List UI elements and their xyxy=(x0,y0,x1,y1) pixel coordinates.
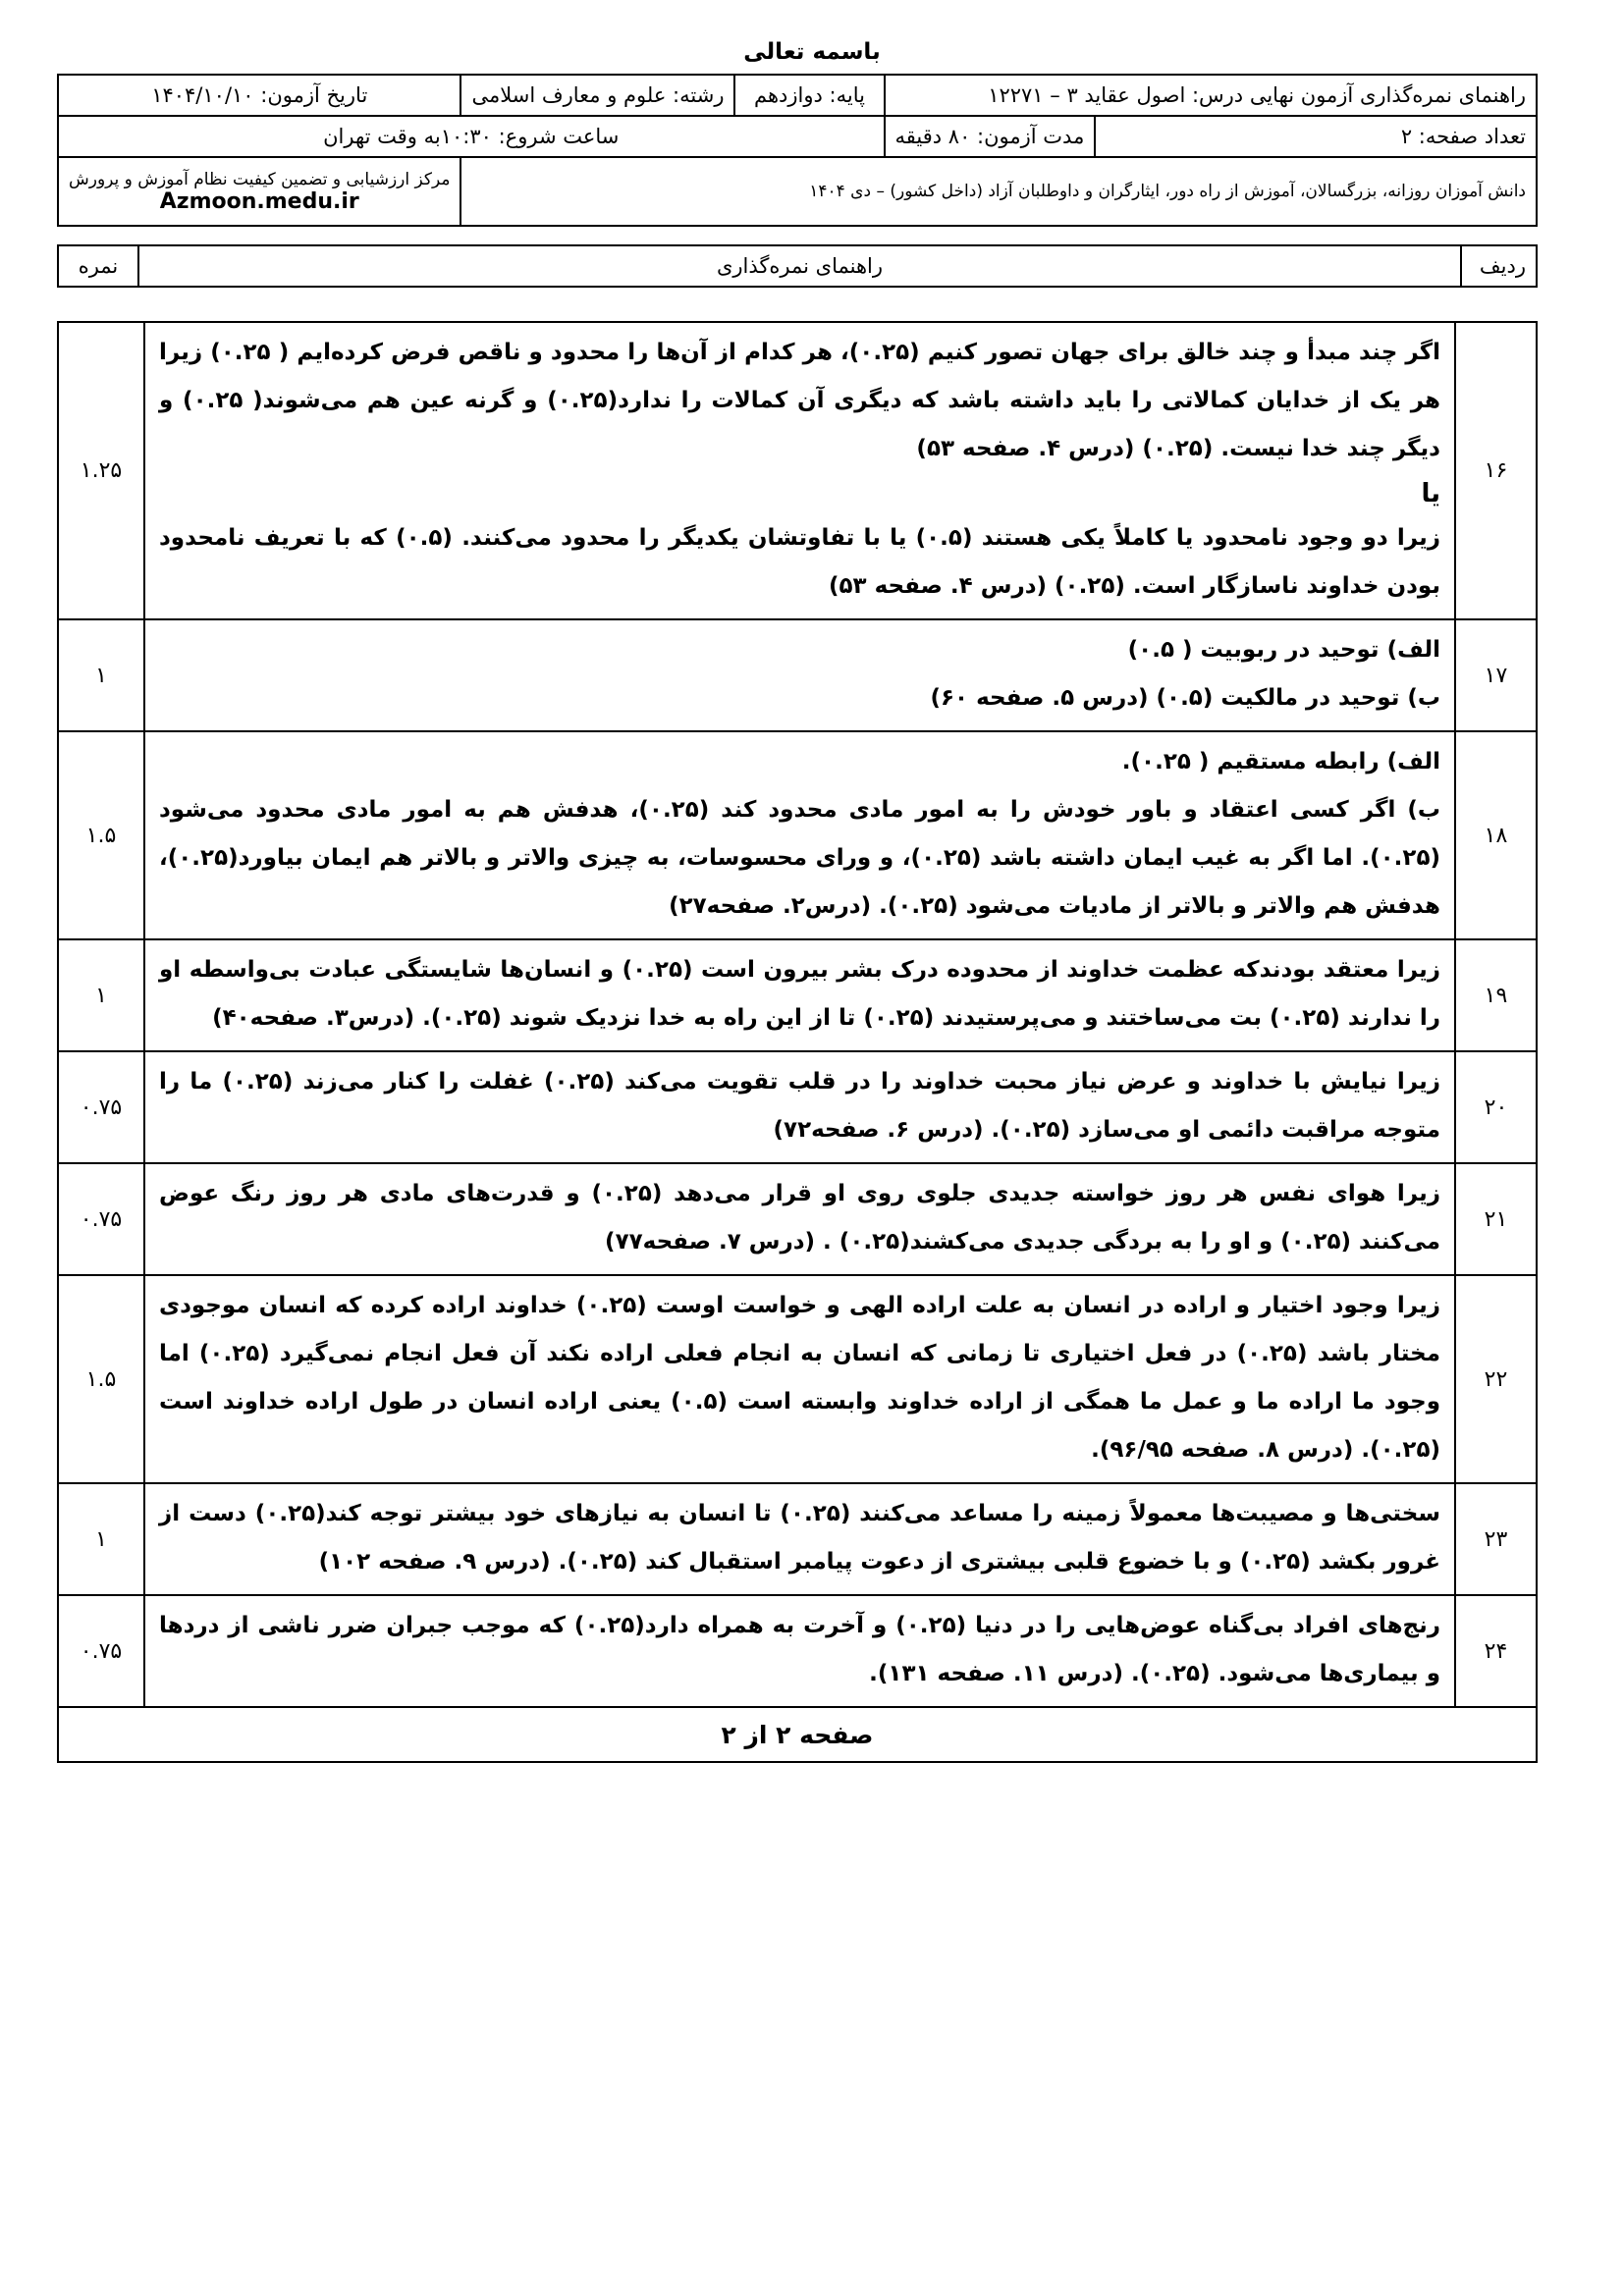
center-name: مرکز ارزشیابی و تضمین کیفیت نظام آموزش و پرورش xyxy=(69,169,451,189)
row-number: ۲۱ xyxy=(1455,1163,1537,1275)
field-label: رشته: علوم و معارف اسلامی xyxy=(460,75,734,116)
answer-line: الف) رابطه مستقیم ( ۰.۲۵). xyxy=(1121,749,1440,774)
row-number: ۲۰ xyxy=(1455,1051,1537,1163)
row-score: ۱.۵ xyxy=(58,1275,144,1483)
answers-table xyxy=(57,321,1538,1763)
row-score: ۰.۷۵ xyxy=(58,1163,144,1275)
row-number: ۲۴ xyxy=(1455,1595,1537,1707)
exam-date: تاریخ آزمون: ۱۴۰۴/۱۰/۱۰ xyxy=(58,75,460,116)
start-time: ساعت شروع: ۱۰:۳۰به وقت تهران xyxy=(58,116,885,157)
answer-text: سختی‌ها و مصیبت‌ها معمولاً زمینه را مساعد می‌کنند (۰.۲۵) تا انسان به نیازهای خود بیشتر توجه کند(۰.۲۵) دست از غرور بکشد (۰.۲۵) و با خضوع قلبی بیشتری از دعوت پیامبر استقبال کند (۰.۲۵). (درس ۹. صفحه ۱۰۲) xyxy=(144,1483,1455,1595)
column-header-table xyxy=(57,244,1538,288)
row-number: ۱۶ xyxy=(1455,322,1537,619)
website-link[interactable]: Azmoon.medu.ir xyxy=(159,188,359,214)
row-score: ۱.۲۵ xyxy=(58,322,144,619)
answer-line: الف) توحید در ربوبیت ( ۰.۵) xyxy=(1127,637,1440,663)
row-number: ۱۷ xyxy=(1455,619,1537,731)
row-score: ۱.۵ xyxy=(58,731,144,939)
row-score: ۰.۷۵ xyxy=(58,1595,144,1707)
row-score: ۱ xyxy=(58,1483,144,1595)
answer-text: زیرا هوای نفس هر روز خواسته جدیدی جلوی روی او قرار می‌دهد (۰.۲۵) و قدرت‌های مادی هر روز رنگ عوض می‌کنند (۰.۲۵) و او را به بردگی جدیدی می‌کشند(۰.۲۵) . (درس ۷. صفحه۷۷) xyxy=(144,1163,1455,1275)
guide-title: راهنمای نمره‌گذاری آزمون نهایی درس: اصول عقاید ۳ – ۱۲۲۷۱ xyxy=(885,75,1538,116)
answer-line: ب) اگر کسی اعتقاد و باور خودش را به امور مادی محدود کند (۰.۲۵)، هدفش هم به امور مادی محدود می‌شود (۰.۲۵). اما اگر به غیب ایمان داشته باشد (۰.۲۵)، و ورای محسوسات، به چیزی والاتر و بالاتر هم ایمان بیاورد(۰.۲۵)، هدفش هم والاتر و بالاتر از مادیات می‌شود (۰.۲۵). (درس۲. صفحه۲۷) xyxy=(159,797,1440,919)
or-label: یا xyxy=(1421,479,1440,508)
row-number: ۲۳ xyxy=(1455,1483,1537,1595)
answer-part: زیرا دو وجود نامحدود یا کاملاً یکی هستند (۰.۵) یا با تفاوتشان یکدیگر را محدود می‌کنند. (۰.۵) که با تعریف نامحدود بودن خداوند ناسازگار است. (۰.۲۵) (درس ۴. صفحه ۵۳) xyxy=(159,525,1440,599)
row-number: ۲۲ xyxy=(1455,1275,1537,1483)
answer-text: زیرا معتقد بودندکه عظمت خداوند از محدوده درک بشر بیرون است (۰.۲۵) و انسان‌ها شایستگی عبادت بی‌واسطه او را ندارند (۰.۲۵) بت می‌ساختند و می‌پرستیدند (۰.۲۵) تا از این راه به خدا نزدیک شوند (۰.۲۵). (درس۳. صفحه۴۰) xyxy=(144,939,1455,1051)
table-row xyxy=(58,1483,1537,1595)
audience-text: دانش آموزان روزانه، بزرگسالان، آموزش از راه دور، ایثارگران و داوطلبان آزاد (داخل کشور) – دی ۱۴۰۴ xyxy=(460,157,1537,226)
row-score: ۰.۷۵ xyxy=(58,1051,144,1163)
answer-line: ب) توحید در مالکیت (۰.۵) (درس ۵. صفحه ۶۰) xyxy=(930,685,1440,711)
table-row xyxy=(58,1275,1537,1483)
page-count: تعداد صفحه: ۲ xyxy=(1095,116,1537,157)
table-row xyxy=(58,1163,1537,1275)
row-score: ۱ xyxy=(58,939,144,1051)
table-row xyxy=(58,939,1537,1051)
footer-row xyxy=(58,1707,1537,1762)
exam-duration: مدت آزمون: ۸۰ دقیقه xyxy=(885,116,1096,157)
page-footer: صفحه ۲ از ۲ xyxy=(58,1707,1537,1762)
row-number: ۱۸ xyxy=(1455,731,1537,939)
answer-text: زیرا وجود اختیار و اراده در انسان به علت اراده الهی و خواست اوست (۰.۲۵) خداوند اراده کرده که انسان موجودی مختار باشد (۰.۲۵) در فعل اختیاری تا زمانی که انسان به انجام فعلی اراده نکند آن فعل انجام نمی‌گیرد (۰.۲۵) اما وجود ما اراده ما و عمل ما همگی از اراده خداوند وابسته است (۰.۵) یعنی اراده انسان در طول اراده خداوند است (۰.۲۵). (درس ۸. صفحه ۹۶/۹۵). xyxy=(144,1275,1455,1483)
table-row xyxy=(58,1051,1537,1163)
table-row xyxy=(58,1595,1537,1707)
grade-label: پایه: دوازدهم xyxy=(734,75,884,116)
col-score-label: نمره xyxy=(58,245,138,287)
table-row xyxy=(58,322,1537,619)
col-row-label: ردیف xyxy=(1461,245,1537,287)
row-score: ۱ xyxy=(58,619,144,731)
answer-text xyxy=(144,731,1455,939)
top-title: باسمه تعالی xyxy=(743,39,881,65)
exam-header-table xyxy=(57,74,1538,227)
table-row xyxy=(58,619,1537,731)
row-number: ۱۹ xyxy=(1455,939,1537,1051)
col-guide-label: راهنمای نمره‌گذاری xyxy=(138,245,1461,287)
answer-part: اگر چند مبدأ و چند خالق برای جهان تصور کنیم (۰.۲۵)، هر کدام از آن‌ها را محدود و ناقص فرض کرده‌ایم ( ۰.۲۵) زیرا هر یک از خدایان کمالاتی را باید داشته باشد که دیگری آن کمالات را ندارد(۰.۲۵) و گرنه عین هم می‌شوند( ۰.۲۵) و دیگر چند خدا نیست. (۰.۲۵) (درس ۴. صفحه ۵۳) xyxy=(159,340,1440,461)
answer-text xyxy=(144,322,1455,619)
answer-text: رنج‌های افراد بی‌گناه عوض‌هایی را در دنیا (۰.۲۵) و آخرت به همراه دارد(۰.۲۵) که موجب جبران ضرر ناشی از دردها و بیماری‌ها می‌شود. (۰.۲۵). (درس ۱۱. صفحه ۱۳۱). xyxy=(144,1595,1455,1707)
table-row xyxy=(58,731,1537,939)
answer-text: زیرا نیایش با خداوند و عرض نیاز محبت خداوند را در قلب تقویت می‌کند (۰.۲۵) غفلت را کنار می‌زند (۰.۲۵) ما را متوجه مراقبت دائمی او می‌سازد (۰.۲۵). (درس ۶. صفحه۷۲) xyxy=(144,1051,1455,1163)
answer-text xyxy=(144,619,1455,731)
center-block xyxy=(58,157,460,226)
